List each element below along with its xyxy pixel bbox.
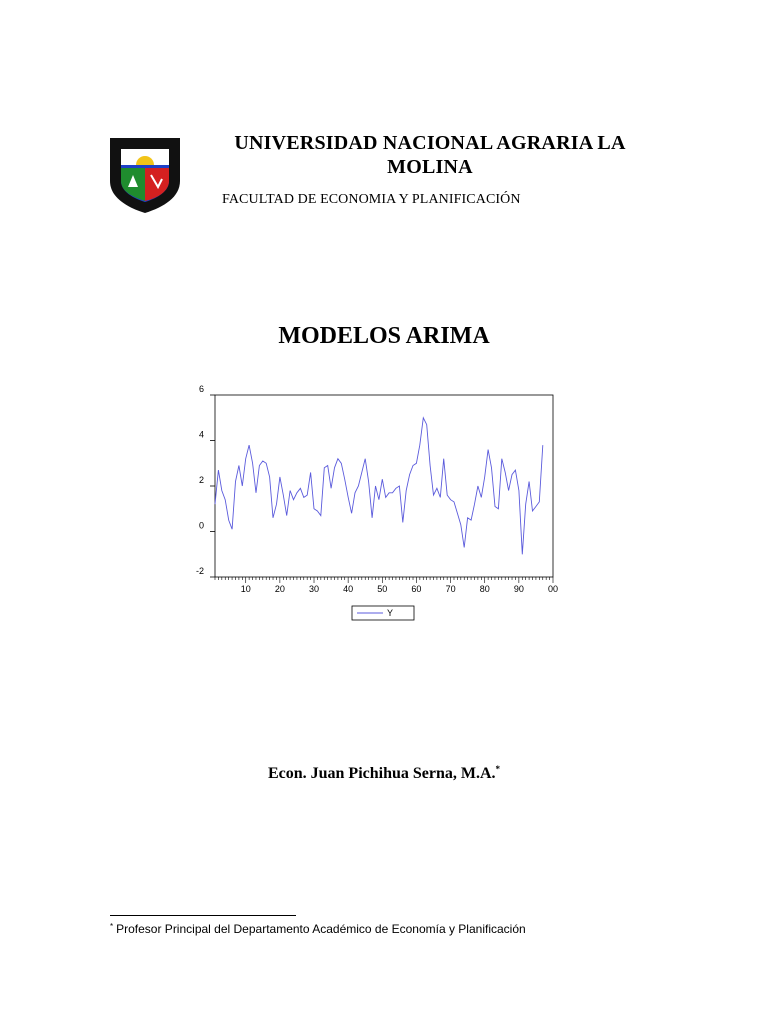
- footnote-divider: [110, 915, 296, 916]
- chart-legend: [352, 606, 414, 620]
- legend-label: Y: [387, 608, 394, 618]
- author-text: Econ. Juan Pichihua Serna, M.A.: [267, 765, 496, 782]
- footnote-text: Profesor Principal del Departamento Académico de Economía y Planificación: [116, 922, 526, 936]
- y-tick-label: 6: [198, 384, 204, 394]
- x-tick-label: 20: [274, 584, 285, 594]
- x-tick-label: 30: [309, 584, 320, 594]
- university-name-line2: MOLINA: [387, 156, 473, 178]
- series-line-y: [215, 418, 543, 555]
- university-name: [210, 131, 650, 179]
- line-chart: [195, 384, 565, 624]
- university-logo: [106, 135, 184, 215]
- document-title: MODELOS ARIMA: [278, 323, 490, 349]
- x-tick-label: 10: [240, 584, 251, 594]
- author-name: [0, 764, 768, 783]
- footnote-mark: *: [110, 922, 114, 931]
- x-tick-label: 90: [513, 584, 524, 594]
- x-tick-label: 70: [445, 584, 456, 594]
- x-tick-label: 40: [343, 584, 354, 594]
- author-footnote-mark: *: [495, 764, 501, 774]
- y-tick-label: 4: [198, 429, 204, 440]
- y-tick-label: 2: [198, 475, 204, 485]
- x-tick-label: 60: [411, 584, 422, 594]
- x-tick-label: 80: [479, 584, 490, 594]
- x-tick-label: 00: [547, 584, 559, 594]
- footnote: [110, 922, 526, 936]
- university-name-line1: UNIVERSIDAD NACIONAL AGRARIA LA: [234, 132, 626, 154]
- y-tick-label: 0: [198, 520, 204, 531]
- faculty-name: FACULTAD DE ECONOMIA Y PLANIFICACIÓN: [222, 192, 521, 207]
- x-tick-label: 50: [377, 584, 388, 594]
- y-tick-label: -2: [195, 566, 204, 576]
